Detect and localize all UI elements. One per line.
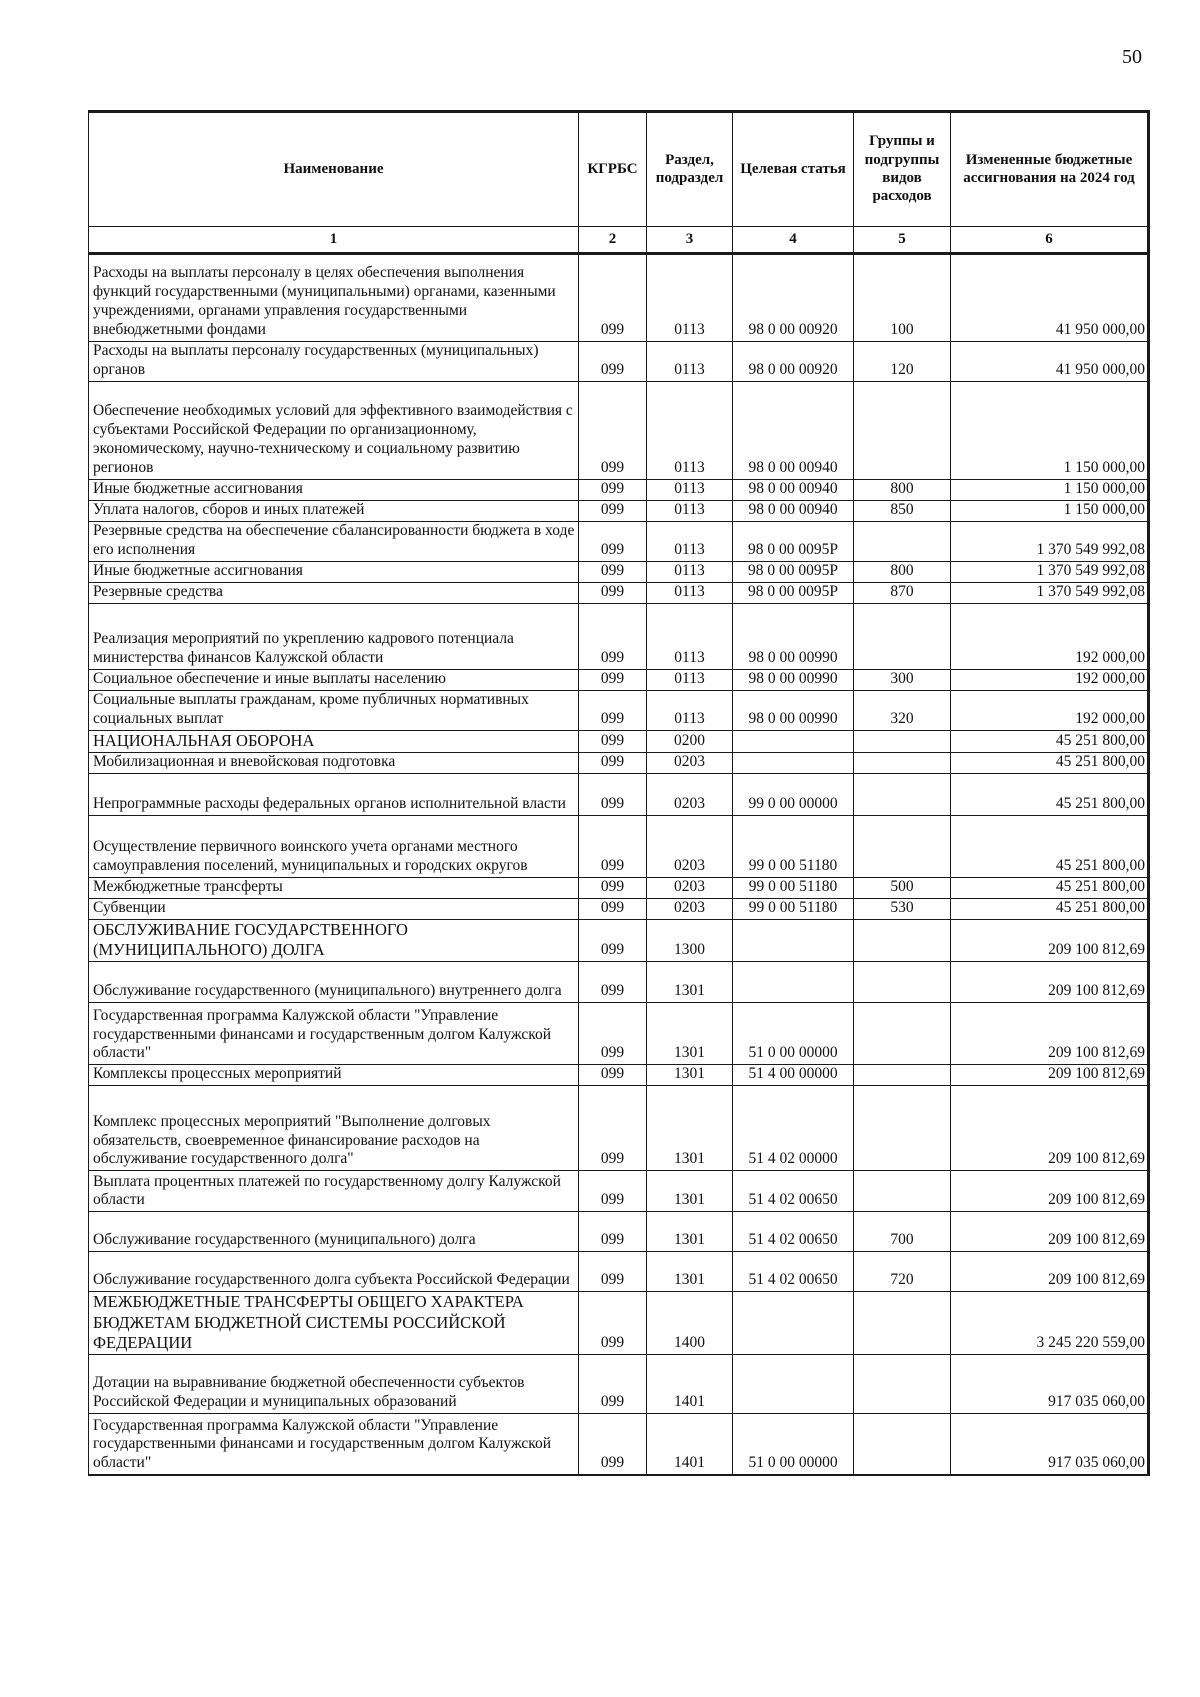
cell-kgrbs: 099 [579,1212,647,1252]
cell-article [733,753,854,774]
cell-name: Реализация мероприятий по укреплению кадрового потенциала министерства финансов Калужской области [89,604,579,670]
cell-amount: 41 950 000,00 [951,254,1149,342]
cell-article: 98 0 00 00990 [733,670,854,691]
cell-section: 0203 [647,816,733,878]
cell-amount: 1 370 549 992,08 [951,562,1149,583]
table-row [89,774,1149,816]
cell-article: 98 0 00 0095P [733,583,854,604]
cell-kgrbs: 099 [579,1413,647,1475]
cell-group [854,962,951,1003]
cell-amount: 45 251 800,00 [951,878,1149,899]
cell-section: 0113 [647,670,733,691]
cell-group [854,731,951,753]
cell-kgrbs: 099 [579,920,647,962]
table-row [89,1354,1149,1413]
cell-section: 1301 [647,1086,733,1171]
cell-group [854,920,951,962]
cell-kgrbs: 099 [579,382,647,480]
table-row [89,583,1149,604]
cell-name: Расходы на выплаты персоналу в целях обеспечения выполнения функций государственными (муниципальными) органами, казенными учреждениями, органами управления государственными внебюджетными фондами [89,254,579,342]
cell-kgrbs: 099 [579,604,647,670]
cell-kgrbs: 099 [579,522,647,562]
cell-kgrbs: 099 [579,816,647,878]
cell-section: 0113 [647,342,733,382]
cell-amount: 209 100 812,69 [951,1065,1149,1086]
column-number-row [89,227,1149,254]
cell-kgrbs: 099 [579,342,647,382]
cell-article: 51 0 00 00000 [733,1413,854,1475]
cell-section: 0203 [647,753,733,774]
cell-amount: 209 100 812,69 [951,1252,1149,1292]
cell-group: 300 [854,670,951,691]
cell-name: Обслуживание государственного (муниципального) внутреннего долга [89,962,579,1003]
cell-kgrbs: 099 [579,501,647,522]
cell-section: 0113 [647,583,733,604]
cell-kgrbs: 099 [579,254,647,342]
cell-group [854,1413,951,1475]
cell-article: 98 0 00 00940 [733,501,854,522]
cell-amount: 917 035 060,00 [951,1413,1149,1475]
cell-name: Обслуживание государственного долга субъекта Российской Федерации [89,1252,579,1292]
cell-group [854,382,951,480]
table-row [89,920,1149,962]
cell-amount: 41 950 000,00 [951,342,1149,382]
cell-section: 0113 [647,382,733,480]
cell-section: 1401 [647,1354,733,1413]
cell-name: Комплекс процессных мероприятий "Выполнение долговых обязательств, своевременное финансирование расходов на обслуживание государственного долга" [89,1086,579,1171]
cell-kgrbs: 099 [579,583,647,604]
cell-group [854,1292,951,1354]
table-row [89,1065,1149,1086]
cell-article: 98 0 00 00920 [733,254,854,342]
cell-name: Социальные выплаты гражданам, кроме публичных нормативных социальных выплат [89,691,579,731]
cell-name: Иные бюджетные ассигнования [89,480,579,501]
column-number: 2 [579,227,647,254]
cell-group [854,1003,951,1065]
cell-group: 720 [854,1252,951,1292]
cell-section: 1301 [647,1065,733,1086]
cell-group [854,816,951,878]
table-row [89,962,1149,1003]
table-row [89,878,1149,899]
table-header-row [89,112,1149,227]
cell-group [854,604,951,670]
cell-section: 1301 [647,1252,733,1292]
cell-amount: 45 251 800,00 [951,774,1149,816]
cell-name: Обеспечение необходимых условий для эффективного взаимодействия с субъектами Российской Федерации по организационному, экономическому, научно-техническому и социальному развитию регионов [89,382,579,480]
cell-kgrbs: 099 [579,1003,647,1065]
cell-amount: 1 150 000,00 [951,480,1149,501]
cell-section: 0113 [647,691,733,731]
cell-amount: 209 100 812,69 [951,962,1149,1003]
cell-article [733,920,854,962]
cell-name: Резервные средства [89,583,579,604]
header-group: Группы и подгруппы видов расходов [854,112,951,227]
cell-kgrbs: 099 [579,731,647,753]
cell-article: 99 0 00 51180 [733,816,854,878]
cell-kgrbs: 099 [579,670,647,691]
cell-kgrbs: 099 [579,1065,647,1086]
cell-name: Дотации на выравнивание бюджетной обеспеченности субъектов Российской Федерации и муниципальных образований [89,1354,579,1413]
cell-kgrbs: 099 [579,878,647,899]
table-row [89,670,1149,691]
cell-kgrbs: 099 [579,899,647,920]
cell-name: Выплата процентных платежей по государственному долгу Калужской области [89,1171,579,1212]
cell-group: 700 [854,1212,951,1252]
page-number: 50 [1122,46,1142,68]
header-name: Наименование [89,112,579,227]
cell-name: Комплексы процессных мероприятий [89,1065,579,1086]
cell-group: 500 [854,878,951,899]
cell-section: 1401 [647,1413,733,1475]
cell-kgrbs: 099 [579,962,647,1003]
cell-section: 1301 [647,962,733,1003]
cell-kgrbs: 099 [579,480,647,501]
cell-group: 530 [854,899,951,920]
table-row [89,1212,1149,1252]
cell-amount: 1 150 000,00 [951,382,1149,480]
cell-name: Непрограммные расходы федеральных органов исполнительной власти [89,774,579,816]
cell-article: 98 0 00 00940 [733,480,854,501]
cell-section: 0113 [647,604,733,670]
cell-group [854,522,951,562]
cell-article [733,1292,854,1354]
table-row [89,1413,1149,1475]
table-row [89,480,1149,501]
cell-amount: 209 100 812,69 [951,1086,1149,1171]
header-section: Раздел, подраздел [647,112,733,227]
cell-name: Субвенции [89,899,579,920]
cell-article: 99 0 00 00000 [733,774,854,816]
cell-article: 98 0 00 00920 [733,342,854,382]
cell-article: 51 4 00 00000 [733,1065,854,1086]
cell-kgrbs: 099 [579,691,647,731]
cell-article: 99 0 00 51180 [733,899,854,920]
cell-kgrbs: 099 [579,753,647,774]
cell-article [733,731,854,753]
table-row [89,254,1149,342]
column-number: 3 [647,227,733,254]
cell-article: 51 4 02 00000 [733,1086,854,1171]
cell-section: 0203 [647,774,733,816]
table-row [89,899,1149,920]
cell-name: Расходы на выплаты персоналу государственных (муниципальных) органов [89,342,579,382]
cell-kgrbs: 099 [579,1086,647,1171]
header-article: Целевая статья [733,112,854,227]
cell-amount: 209 100 812,69 [951,1212,1149,1252]
table-row [89,604,1149,670]
cell-kgrbs: 099 [579,774,647,816]
cell-article: 98 0 00 00990 [733,604,854,670]
column-number: 6 [951,227,1149,254]
table-row [89,342,1149,382]
cell-name: Уплата налогов, сборов и иных платежей [89,501,579,522]
cell-article: 51 0 00 00000 [733,1003,854,1065]
cell-group: 800 [854,480,951,501]
header-kgrbs: КГРБС [579,112,647,227]
cell-group: 850 [854,501,951,522]
cell-group [854,774,951,816]
cell-section: 0200 [647,731,733,753]
cell-amount: 209 100 812,69 [951,920,1149,962]
table-body [89,254,1149,1476]
cell-section: 0113 [647,254,733,342]
table-row [89,562,1149,583]
table-row [89,1171,1149,1212]
cell-amount: 192 000,00 [951,691,1149,731]
cell-name: НАЦИОНАЛЬНАЯ ОБОРОНА [89,731,579,753]
cell-group [854,753,951,774]
cell-amount: 45 251 800,00 [951,731,1149,753]
cell-group [854,1065,951,1086]
table-row [89,1003,1149,1065]
cell-group: 320 [854,691,951,731]
table-row [89,522,1149,562]
column-number: 1 [89,227,579,254]
cell-kgrbs: 099 [579,1354,647,1413]
cell-article: 51 4 02 00650 [733,1171,854,1212]
table-row [89,731,1149,753]
cell-section: 0113 [647,501,733,522]
cell-amount: 1 370 549 992,08 [951,522,1149,562]
cell-name: Осуществление первичного воинского учета органами местного самоуправления поселений, муниципальных и городских округов [89,816,579,878]
cell-section: 0203 [647,899,733,920]
cell-amount: 3 245 220 559,00 [951,1292,1149,1354]
table-row [89,382,1149,480]
cell-amount: 45 251 800,00 [951,816,1149,878]
cell-article: 99 0 00 51180 [733,878,854,899]
cell-section: 1301 [647,1212,733,1252]
cell-section: 0113 [647,522,733,562]
column-number: 5 [854,227,951,254]
cell-name: Мобилизационная и вневойсковая подготовка [89,753,579,774]
cell-name: Государственная программа Калужской области "Управление государственными финансами и государственным долгом Калужской области" [89,1413,579,1475]
cell-name: Иные бюджетные ассигнования [89,562,579,583]
cell-article: 98 0 00 0095P [733,562,854,583]
cell-amount: 192 000,00 [951,670,1149,691]
budget-allocations-table [88,110,1150,1476]
cell-name: Государственная программа Калужской области "Управление государственными финансами и государственным долгом Калужской области" [89,1003,579,1065]
cell-group: 120 [854,342,951,382]
cell-article: 98 0 00 0095P [733,522,854,562]
cell-group: 800 [854,562,951,583]
cell-group [854,1354,951,1413]
cell-kgrbs: 099 [579,1171,647,1212]
table-row [89,501,1149,522]
cell-kgrbs: 099 [579,562,647,583]
cell-amount: 917 035 060,00 [951,1354,1149,1413]
cell-amount: 1 150 000,00 [951,501,1149,522]
cell-name: ОБСЛУЖИВАНИЕ ГОСУДАРСТВЕННОГО (МУНИЦИПАЛЬНОГО) ДОЛГА [89,920,579,962]
cell-name: Межбюджетные трансферты [89,878,579,899]
cell-section: 1301 [647,1171,733,1212]
cell-name: Социальное обеспечение и иные выплаты населению [89,670,579,691]
cell-article [733,962,854,1003]
cell-name: МЕЖБЮДЖЕТНЫЕ ТРАНСФЕРТЫ ОБЩЕГО ХАРАКТЕРА БЮДЖЕТАМ БЮДЖЕТНОЙ СИСТЕМЫ РОССИЙСКОЙ ФЕДЕРАЦИИ [89,1292,579,1354]
cell-amount: 45 251 800,00 [951,899,1149,920]
table-row [89,753,1149,774]
cell-section: 0203 [647,878,733,899]
cell-section: 1301 [647,1003,733,1065]
cell-article: 98 0 00 00990 [733,691,854,731]
cell-name: Обслуживание государственного (муниципального) долга [89,1212,579,1252]
cell-kgrbs: 099 [579,1252,647,1292]
cell-group [854,1171,951,1212]
cell-amount: 1 370 549 992,08 [951,583,1149,604]
column-number: 4 [733,227,854,254]
table-row [89,691,1149,731]
cell-amount: 45 251 800,00 [951,753,1149,774]
cell-amount: 209 100 812,69 [951,1003,1149,1065]
cell-group: 870 [854,583,951,604]
cell-amount: 192 000,00 [951,604,1149,670]
cell-section: 0113 [647,480,733,501]
cell-section: 1300 [647,920,733,962]
cell-article: 98 0 00 00940 [733,382,854,480]
cell-name: Резервные средства на обеспечение сбалансированности бюджета в ходе его исполнения [89,522,579,562]
cell-article [733,1354,854,1413]
cell-article: 51 4 02 00650 [733,1212,854,1252]
cell-section: 1400 [647,1292,733,1354]
table-row [89,1086,1149,1171]
table-row [89,816,1149,878]
table-row [89,1292,1149,1354]
cell-section: 0113 [647,562,733,583]
cell-group: 100 [854,254,951,342]
cell-article: 51 4 02 00650 [733,1252,854,1292]
cell-amount: 209 100 812,69 [951,1171,1149,1212]
header-amount: Измененные бюджетные ассигнования на 2024 год [951,112,1149,227]
table-row [89,1252,1149,1292]
cell-kgrbs: 099 [579,1292,647,1354]
cell-group [854,1086,951,1171]
